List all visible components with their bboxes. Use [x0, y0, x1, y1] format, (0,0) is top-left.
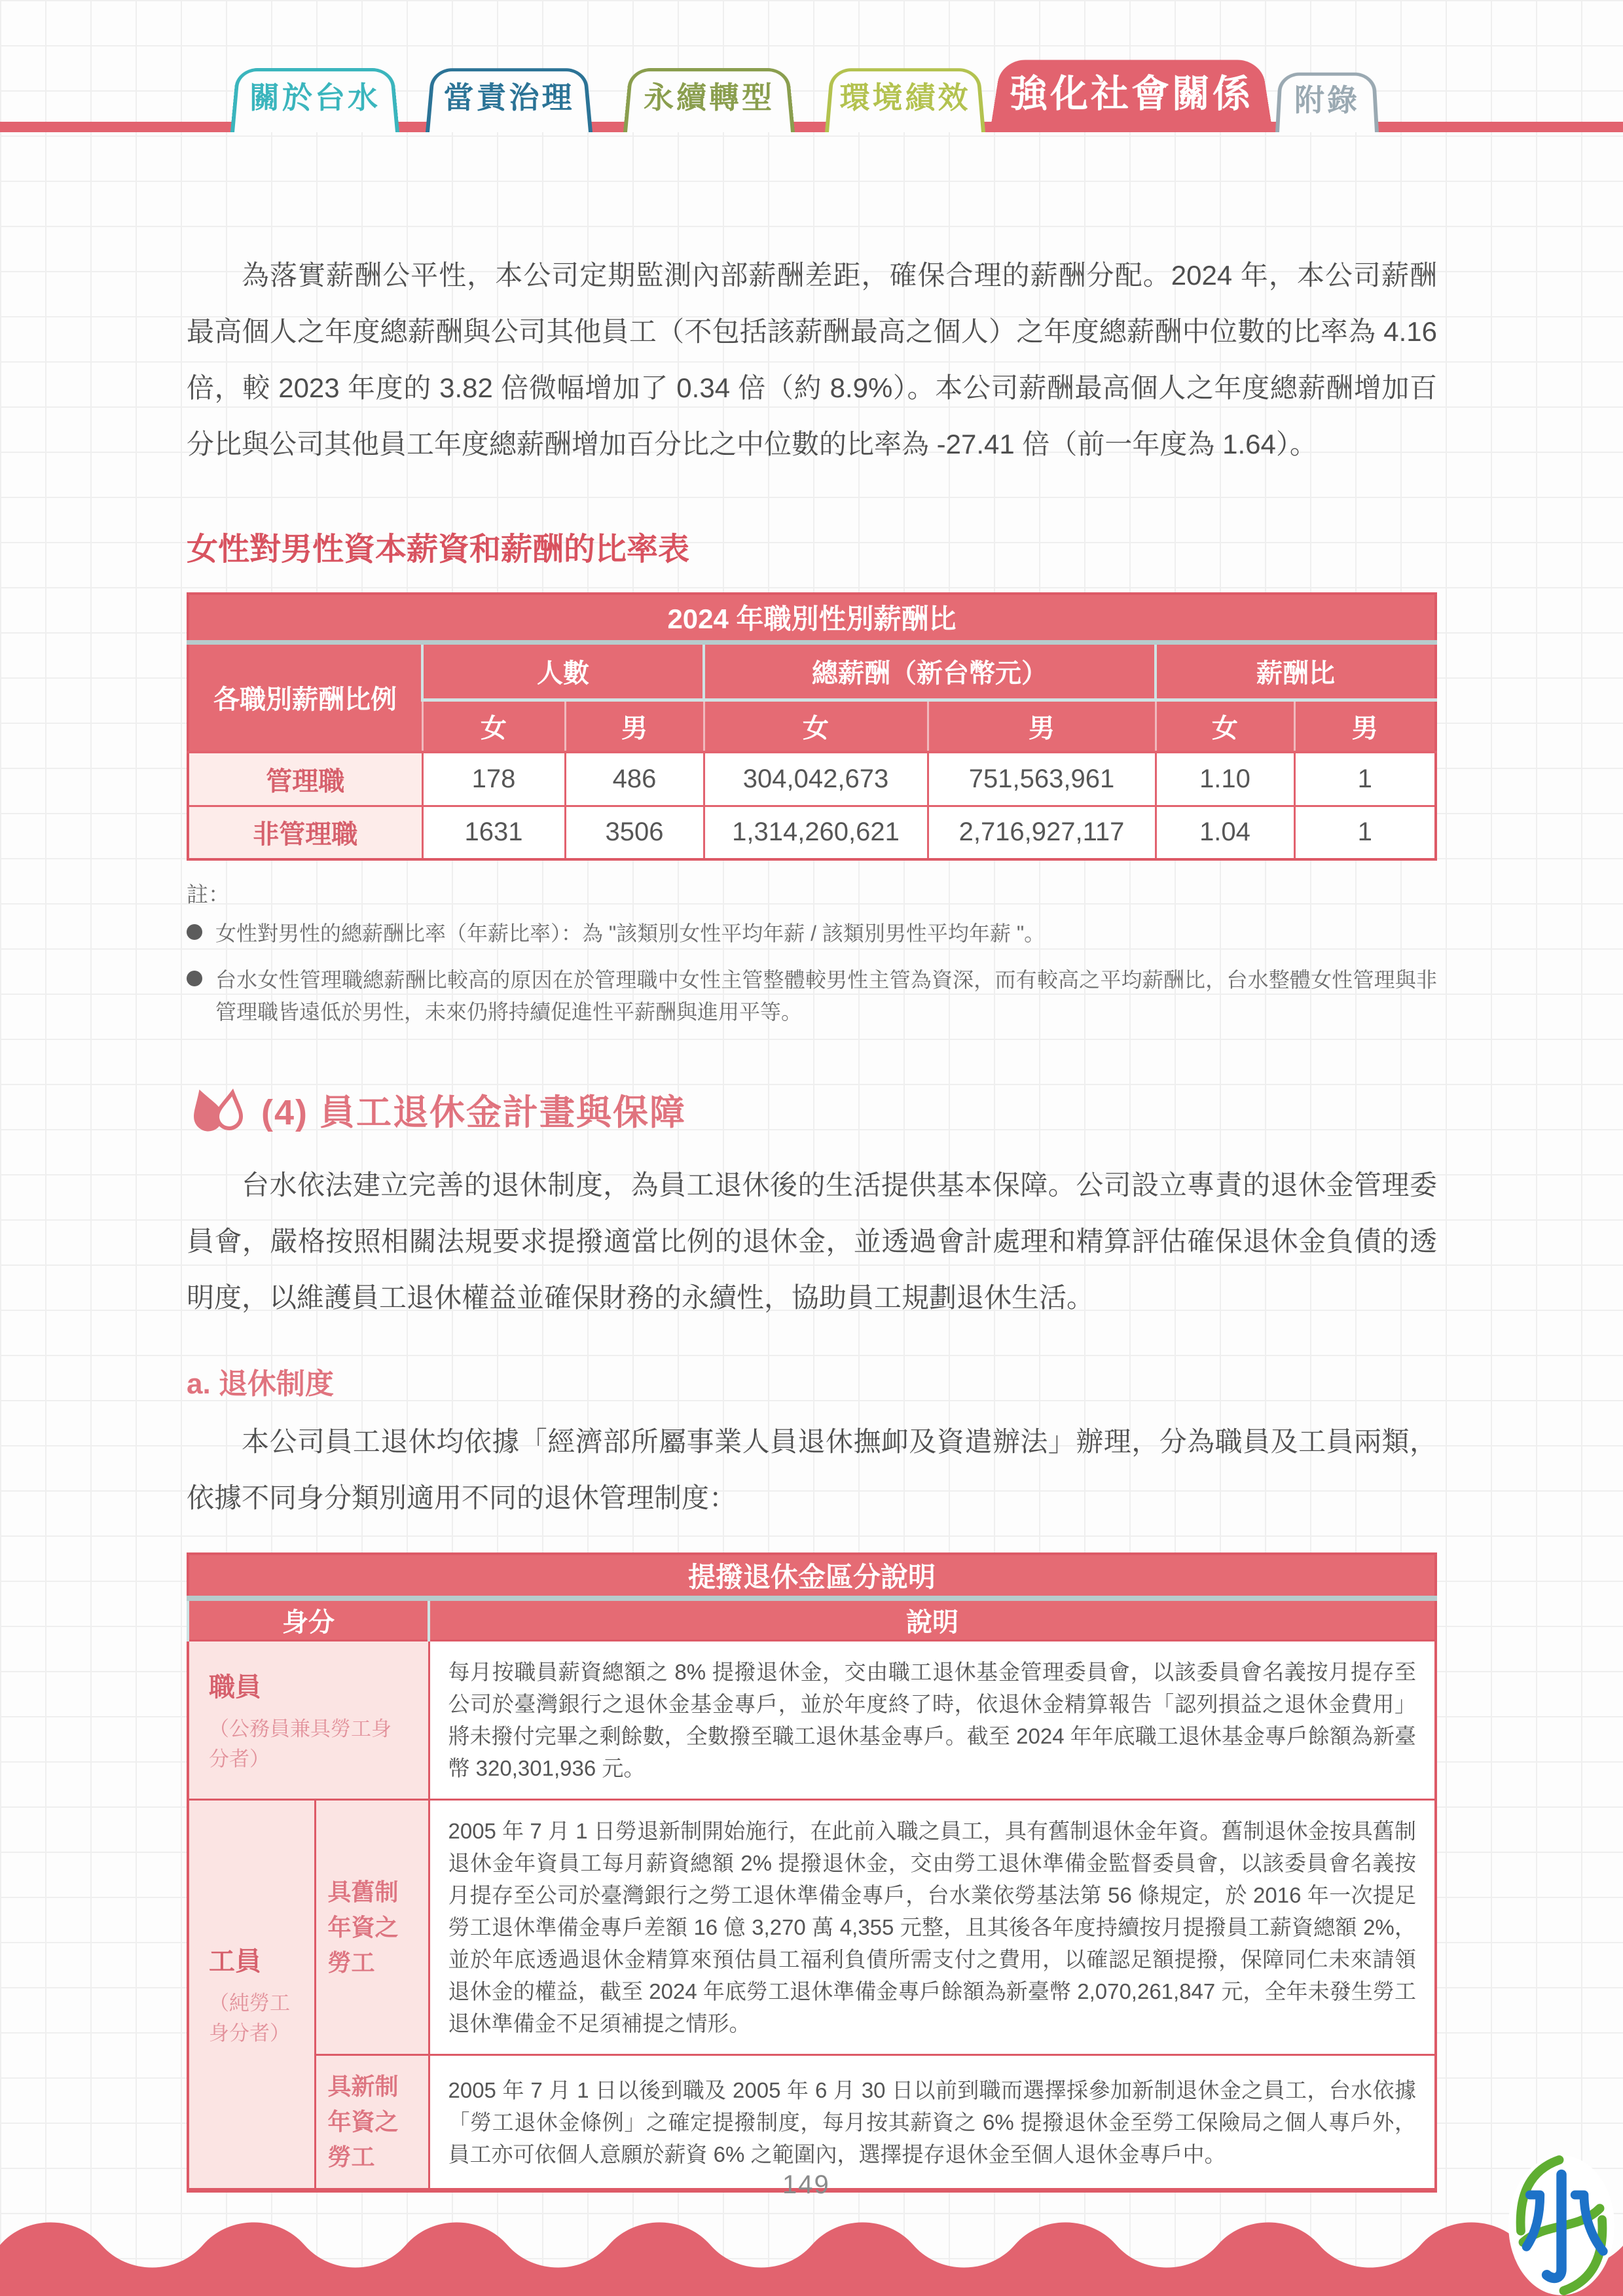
tab-transformation[interactable]	[623, 59, 795, 132]
identity-note: （純勞工身分者）	[209, 1991, 290, 2045]
intro-paragraph: 為落實薪酬公平性，本公司定期監測內部薪酬差距，確保合理的薪酬分配。2024 年，本公司薪酬最高個人之年度總薪酬與公司其他員工（不包括該薪酬最高之個人）之年度總薪酬中位數的比率為 4.16 倍，較 2023 年度的 3.82 倍微幅增加了 0.34 倍（約 8.9%）。本公司薪酬最高個人之年度總薪酬增加百分比與公司其他員工年度總薪酬增加百分比之中位數的比率為 -27.41 倍（前一年度為 1.64）。	[187, 260, 1437, 459]
table-row	[188, 806, 1436, 859]
description-old-system: 2005 年 7 月 1 日勞退新制開始施行，在此前入職之員工，具有舊制退休金年資。舊制退休金按具舊制退休金年資員工每月薪資總額 2% 提撥退休金，交由勞工退休準備金監督委員會，以該委員會名義按月提存至公司於臺灣銀行之勞工退休準備金專戶，台水業依勞基法第 56 條規定，於 2016 年一次提足勞工退休準備金專戶差額 16 億 3,270 萬 4,355 元整，且其後各年度持續按月提撥員工薪資總額 2%，並於年底透過退休金精算來預估員工福利負債所需支付之費用，以確認足額提撥，保障同仁未來請領退休金的權益，截至 2024 年底勞工退休準備金專戶餘額為新臺幣 2,070,261,847 元，全年未發生勞工退休準備金不足須補提之情形。	[429, 1800, 1436, 2055]
pension-allocation-table	[187, 1552, 1437, 2193]
table-row	[188, 1641, 1436, 1800]
subrow-old-system-label: 具舊制年資之勞工	[315, 1800, 429, 2055]
tab-label: 附錄	[1294, 83, 1360, 117]
description-staff: 每月按職員薪資總額之 8% 提撥退休金，交由職工退休基金管理委員會，以該委員會名義按月提存至公司於臺灣銀行之退休金基金專戶，並於年度終了時，依退休金精算報告「認列損益之退休金費用」將未撥付完畢之剩餘數，全數撥至職工退休基金專戶。截至 2024 年年底職工退休基金專戶餘額為新臺幣 320,301,936 元。	[429, 1641, 1436, 1800]
bullet-icon	[187, 971, 202, 986]
subheader-male: 男	[928, 700, 1156, 752]
salary-ratio-table-title: 女性對男性資本薪資和薪酬的比率表	[187, 532, 690, 567]
pension-section-heading	[187, 1085, 1437, 1135]
cell-value: 1,314,260,621	[704, 806, 928, 859]
tab-label: 永續轉型	[644, 81, 775, 115]
subrow-new-system-label: 具新制年資之勞工	[315, 2055, 429, 2191]
subheader-male: 男	[565, 700, 704, 752]
table-title: 2024 年職別性別薪酬比	[188, 594, 1436, 642]
column-group-total-pay: 總薪酬（新台幣元）	[704, 642, 1156, 700]
cell-value: 2,716,927,117	[928, 806, 1156, 859]
taiwater-logo	[1504, 2152, 1619, 2296]
notes-title: 註：	[187, 882, 230, 906]
cell-value: 1.04	[1156, 806, 1294, 859]
table-title: 提撥退休金區分說明	[188, 1554, 1436, 1598]
identity-label: 工員	[209, 1946, 261, 1976]
note-item	[187, 918, 1437, 950]
tab-label: 強化社會關係	[1009, 73, 1253, 115]
column-header-category: 各職別薪酬比例	[188, 642, 422, 752]
table-notes	[187, 878, 1437, 1028]
subheader-female: 女	[422, 700, 565, 752]
tab-label: 當責治理	[443, 81, 575, 115]
description-new-system: 2005 年 7 月 1 日以後到職及 2005 年 6 月 30 日以前到職而選擇採參加新制退休金之員工，台水依據「勞工退休金條例」之確定提撥制度，每月按其薪資之 6% 提撥退休金至勞工保險局之個人專戶外，員工亦可依個人意願於薪資 6% 之範圍內，選擇提存退休金至個人退休金專戶中。	[429, 2055, 1436, 2191]
identity-staff	[188, 1641, 429, 1800]
table-row	[188, 752, 1436, 806]
bullet-icon	[187, 924, 202, 940]
tab-social-relations-active[interactable]	[990, 48, 1273, 132]
page-number: 149	[782, 2170, 830, 2199]
subheader-female: 女	[704, 700, 928, 752]
tab-label: 關於台水	[249, 81, 380, 115]
subheader-female: 女	[1156, 700, 1294, 752]
cell-value: 304,042,673	[704, 752, 928, 806]
cell-value: 1631	[422, 806, 565, 859]
note-text: 台水女性管理職總薪酬比較高的原因在於管理職中女性主管整體較男性主管為資深，而有較高之平均薪酬比，台水整體女性管理與非管理職皆遠低於男性，未來仍將持續促進性平薪酬與進用平等。	[215, 968, 1437, 1024]
column-group-headcount: 人數	[422, 642, 704, 700]
note-text: 女性對男性的總薪酬比率（年薪比率）：為 "該類別女性平均年薪 / 該類別男性平均年薪 "。	[215, 922, 1046, 945]
column-header-description: 說明	[429, 1598, 1436, 1641]
section-title: (4) 員工退休金計畫與保障	[261, 1093, 686, 1132]
tab-appendix[interactable]	[1275, 64, 1379, 132]
note-item	[187, 964, 1437, 1028]
cell-value: 178	[422, 752, 565, 806]
subheader-male: 男	[1294, 700, 1436, 752]
pension-paragraph: 台水依法建立完善的退休制度，為員工退休後的生活提供基本保障。公司設立專責的退休金管理委員會，嚴格按照相關法規要求提撥適當比例的退休金，並透過會計處理和精算評估確保退休金負債的透明度，以維護員工退休權益並確保財務的永續性，協助員工規劃退休生活。	[187, 1170, 1437, 1313]
tab-label: 環境績效	[839, 81, 971, 115]
gender-pay-ratio-table	[187, 592, 1437, 861]
identity-worker	[188, 1800, 315, 2191]
tab-governance[interactable]	[426, 59, 593, 132]
identity-note: （公務員兼具勞工身分者）	[209, 1717, 392, 1770]
water-drops-icon	[187, 1086, 249, 1134]
cell-value: 3506	[565, 806, 704, 859]
retirement-system-subtitle: a. 退休制度	[187, 1368, 334, 1400]
retirement-intro-paragraph: 本公司員工退休均依據「經濟部所屬事業人員退休撫卹及資遣辦法」辦理，分為職員及工員兩類，依據不同身分類別適用不同的退休管理制度：	[187, 1426, 1437, 1513]
cell-value: 1	[1294, 752, 1436, 806]
column-header-identity: 身分	[188, 1598, 429, 1641]
footer-wave	[0, 2204, 1623, 2296]
main-content	[187, 132, 1437, 2193]
cell-value: 751,563,961	[928, 752, 1156, 806]
cell-value: 1.10	[1156, 752, 1294, 806]
row-label-non-managerial: 非管理職	[188, 806, 422, 859]
cell-value: 486	[565, 752, 704, 806]
table-row	[188, 1800, 1436, 2055]
tab-environment[interactable]	[825, 59, 985, 132]
row-label-managerial: 管理職	[188, 752, 422, 806]
identity-label: 職員	[209, 1672, 261, 1702]
cell-value: 1	[1294, 806, 1436, 859]
tab-about-taiwater[interactable]	[230, 59, 399, 132]
column-group-pay-ratio: 薪酬比	[1156, 642, 1436, 700]
